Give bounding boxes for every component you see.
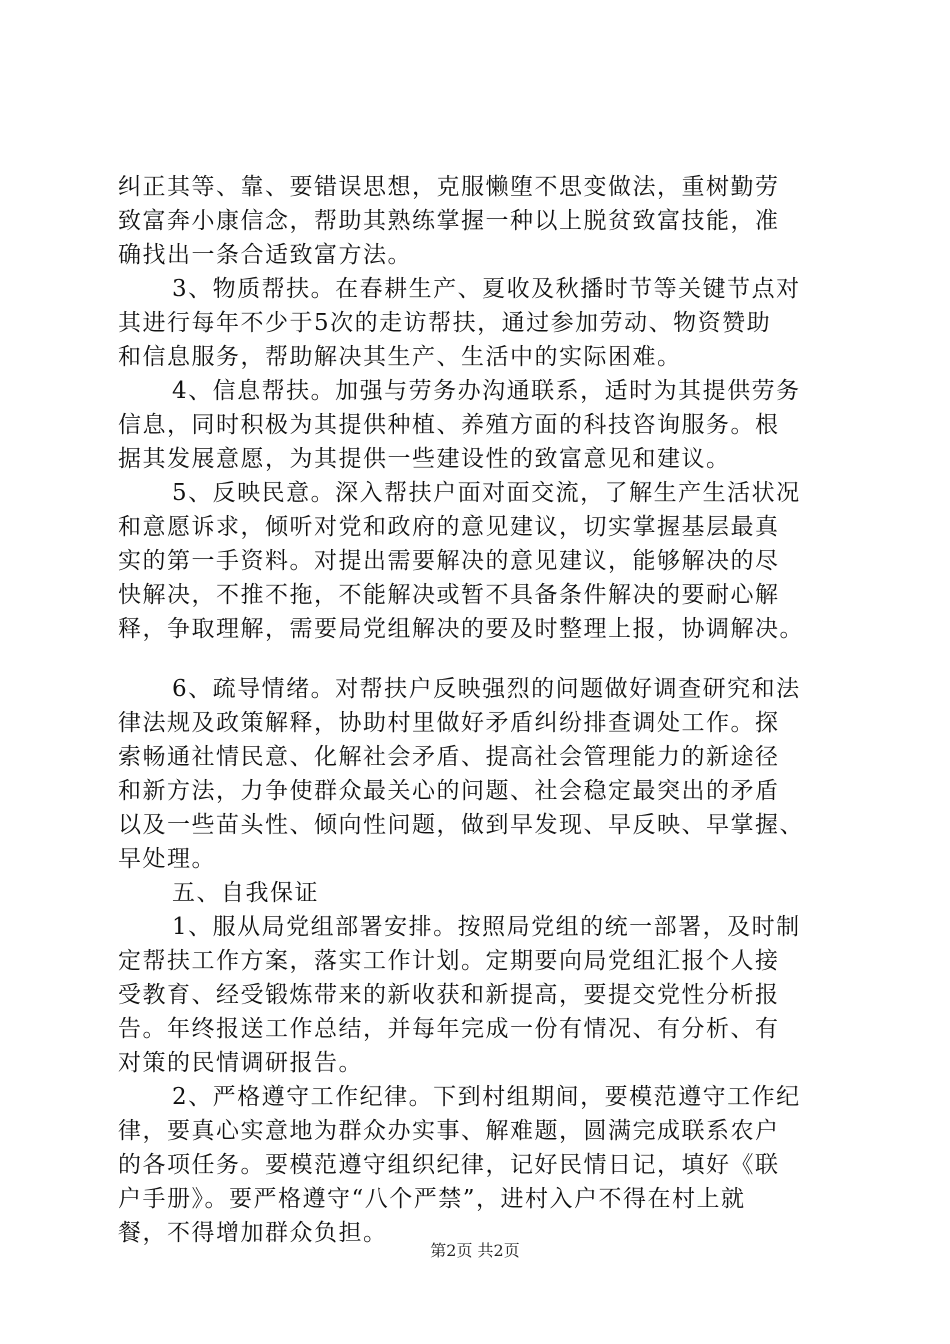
paragraph-start-line: 3、物质帮扶。在春耕生产、夏收及秋播时节等关键节点对 <box>172 276 801 302</box>
text-line: 和意愿诉求，倾听对党和政府的意见建议，切实掌握基层最真 <box>118 514 780 540</box>
text-line: 对策的民情调研报告。 <box>118 1050 363 1076</box>
text-line: 受教育、经受锻炼带来的新收获和新提高，要提交党性分析报 <box>118 982 780 1008</box>
text-line: 律，要真心实意地为群众办实事、解难题，圆满完成联系农户 <box>118 1118 780 1144</box>
paragraph-start-line: 2、严格遵守工作纪律。下到村组期间，要模范遵守工作纪 <box>172 1084 801 1110</box>
text-line: 和新方法，力争使群众最关心的问题、社会稳定最突出的矛盾 <box>118 778 780 804</box>
text-line: 信息，同时积极为其提供种植、养殖方面的科技咨询服务。根 <box>118 412 780 438</box>
text-line: 纠正其等、靠、要错误思想，克服懒堕不思变做法，重树勤劳 <box>118 174 780 200</box>
paragraph-start-line: 4、信息帮扶。加强与劳务办沟通联系，适时为其提供劳务 <box>172 378 801 404</box>
paragraph-start-line: 1、服从局党组部署安排。按照局党组的统一部署，及时制 <box>172 914 801 940</box>
text-line: 告。年终报送工作总结，并每年完成一份有情况、有分析、有 <box>118 1016 780 1042</box>
text-line: 确找出一条合适致富方法。 <box>118 242 412 268</box>
text-line: 早处理。 <box>118 846 216 872</box>
text-line: 致富奔小康信念，帮助其熟练掌握一种以上脱贫致富技能，准 <box>118 208 780 234</box>
text-line: 释，争取理解，需要局党组解决的要及时整理上报，协调解决。 <box>118 616 804 642</box>
text-line: 户手册》。要严格遵守“八个严禁”，进村入户不得在村上就 <box>118 1186 746 1212</box>
text-line: 的各项任务。要模范遵守组织纪律，记好民情日记，填好《联 <box>118 1152 780 1178</box>
paragraph-start-line: 6、疏导情绪。对帮扶户反映强烈的问题做好调查研究和法 <box>172 676 801 702</box>
text-line: 其进行每年不少于5次的走访帮扶，通过参加劳动、物资赞助 <box>118 310 772 336</box>
text-line: 餐，不得增加群众负担。 <box>118 1220 388 1246</box>
text-line: 律法规及政策解释，协助村里做好矛盾纠纷排查调处工作。探 <box>118 710 780 736</box>
text-line: 据其发展意愿，为其提供一些建设性的致富意见和建议。 <box>118 446 731 472</box>
text-line: 和信息服务，帮助解决其生产、生活中的实际困难。 <box>118 344 682 370</box>
text-line: 定帮扶工作方案，落实工作计划。定期要向局党组汇报个人接 <box>118 948 780 974</box>
text-line: 快解决，不推不拖，不能解决或暂不具备条件解决的要耐心解 <box>118 582 780 608</box>
document-body <box>118 170 848 1250</box>
page-number-footer: 第2页 共2页 <box>430 1241 520 1260</box>
paragraph-spacer <box>118 646 848 672</box>
text-line: 实的第一手资料。对提出需要解决的意见建议，能够解决的尽 <box>118 548 780 574</box>
section-heading: 五、自我保证 <box>172 880 319 906</box>
text-line: 索畅通社情民意、化解社会矛盾、提高社会管理能力的新途径 <box>118 744 780 770</box>
paragraph-start-line: 5、反映民意。深入帮扶户面对面交流，了解生产生活状况 <box>172 480 801 506</box>
text-line: 以及一些苗头性、倾向性问题，做到早发现、早反映、早掌握、 <box>118 812 804 838</box>
